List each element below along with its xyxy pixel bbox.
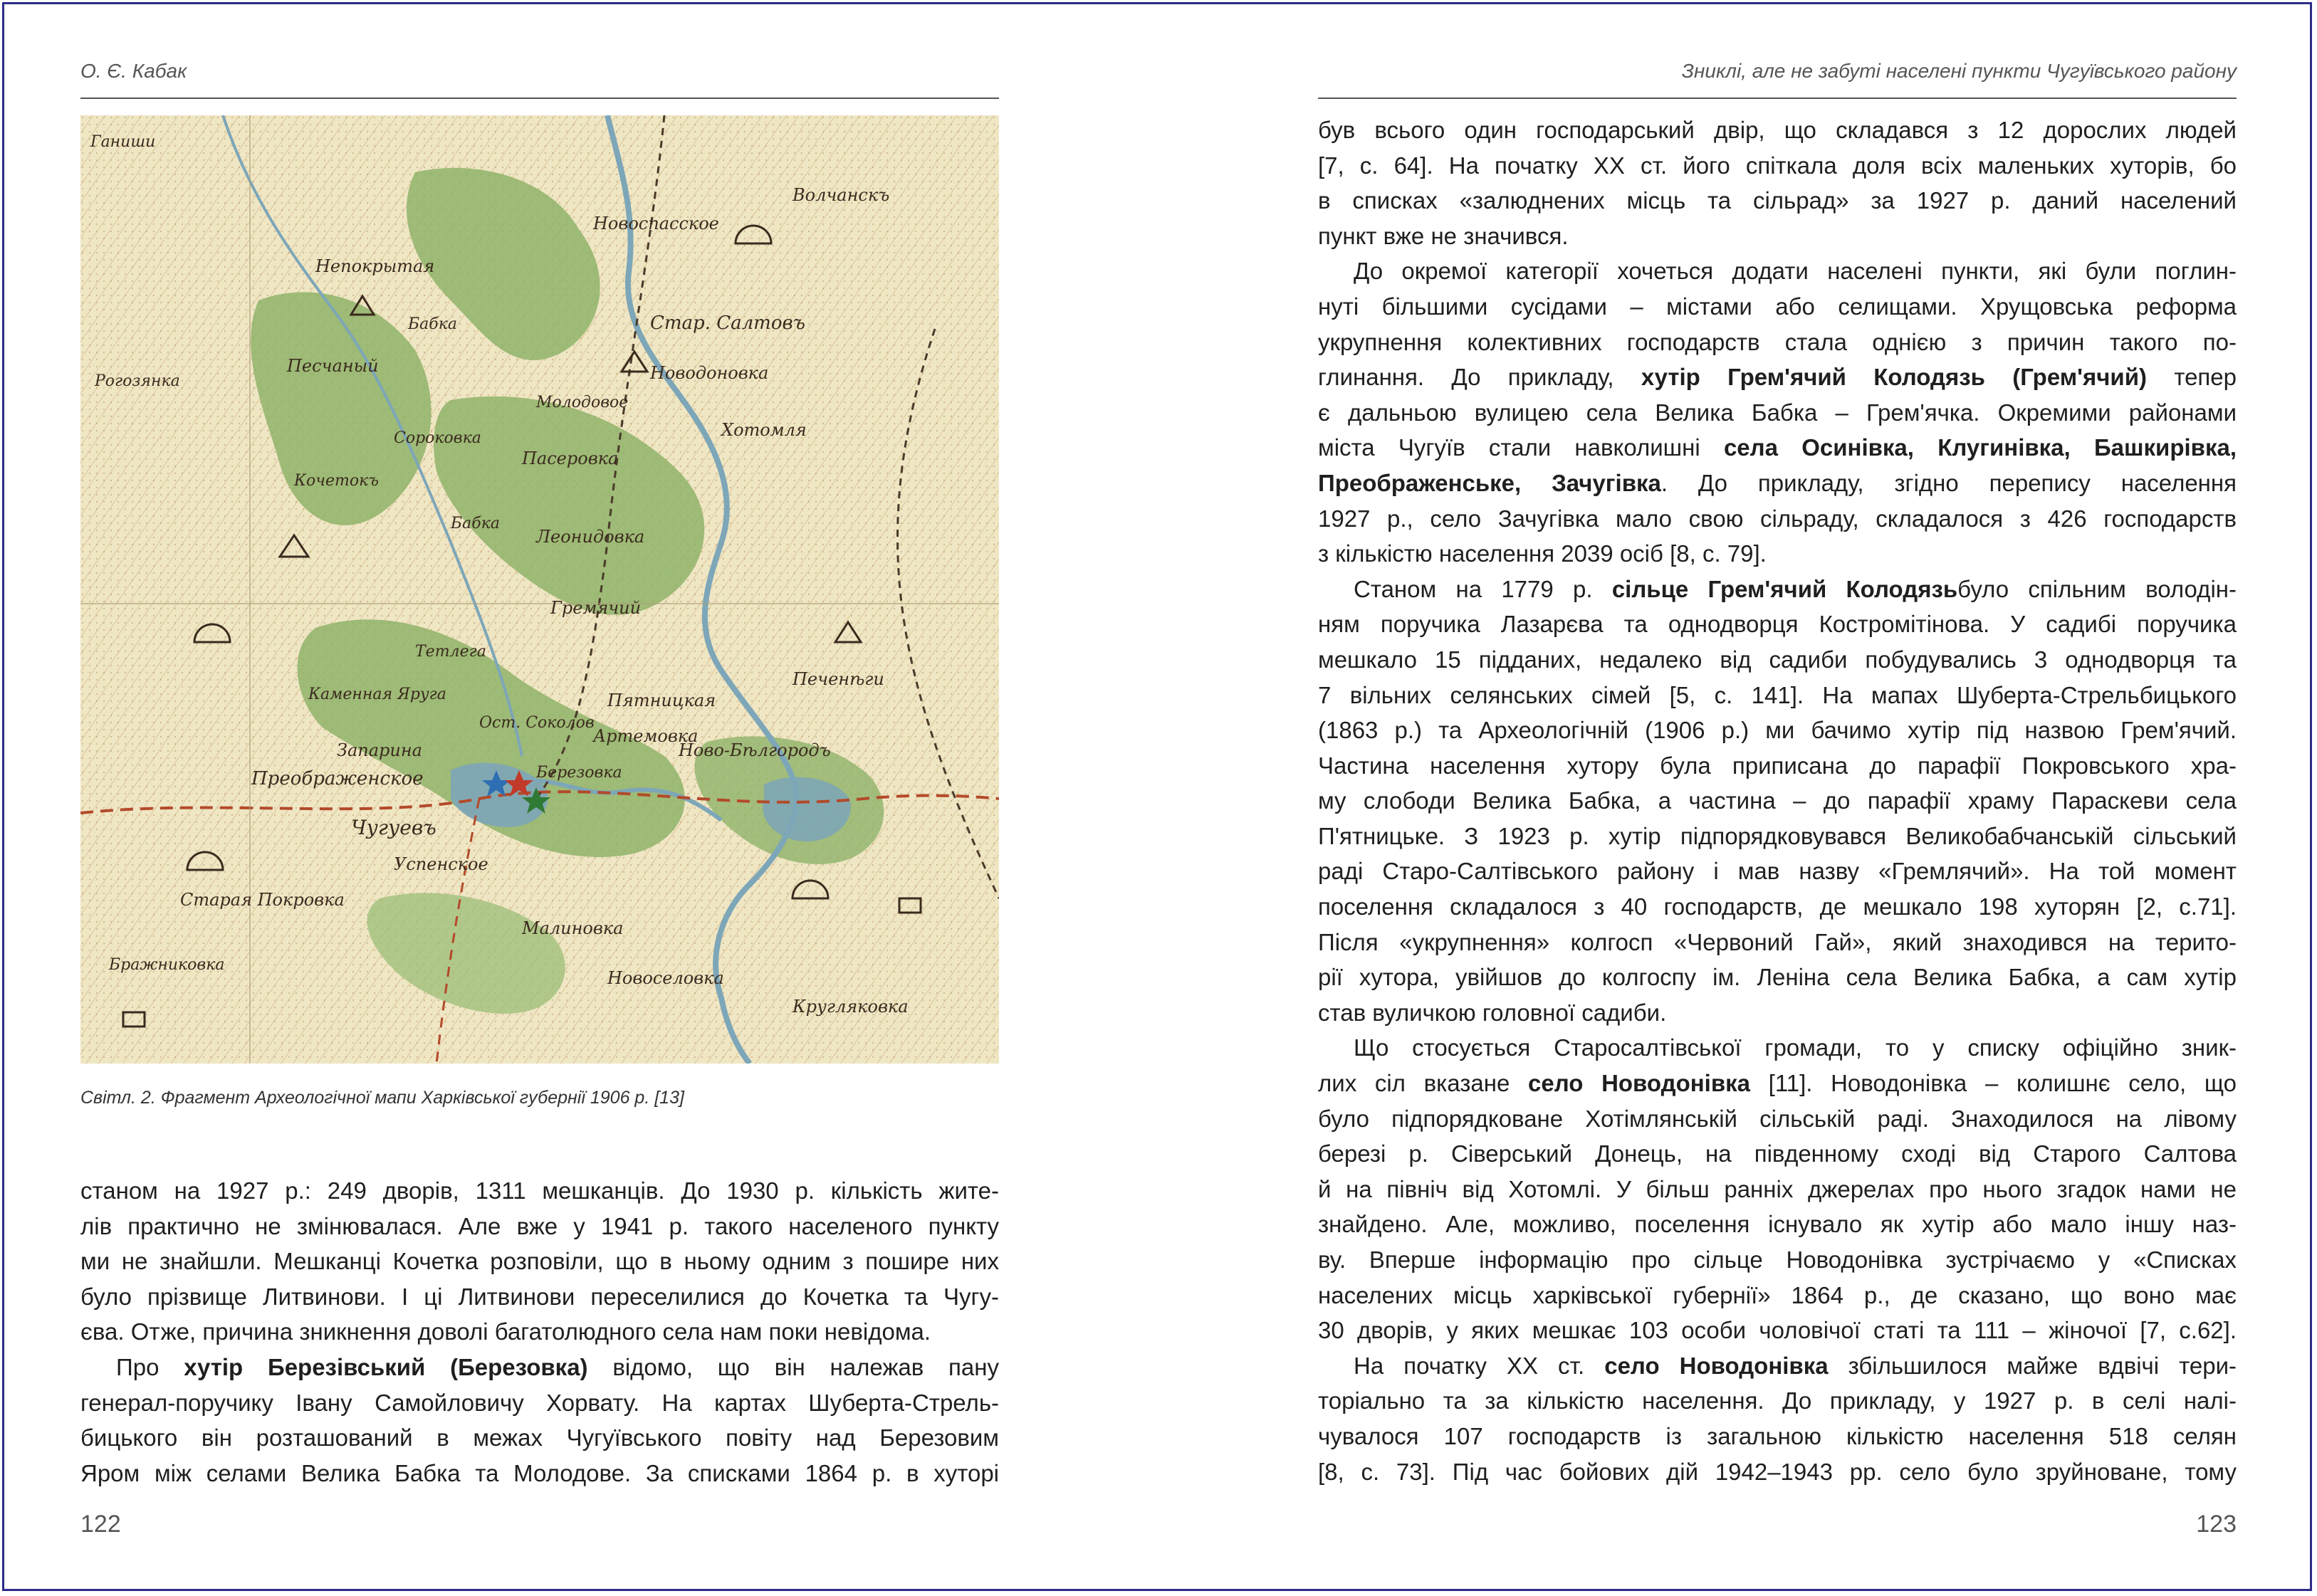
line-text: На початку ХХ ст. [1354, 1352, 1605, 1379]
body-line: єва. Отже, причина зникнення доволі багатолюдного села нам поки невідома. [80, 1318, 931, 1345]
body-line: в списках «залюднених місць та сільрад» за 1927 р. даний населений [1318, 187, 2237, 214]
body-line: генерал-поручику Івану Самойловичу Хорвату. На картах Шуберта-Стрель- [80, 1389, 999, 1416]
map-label-l6: Пасеровка [522, 448, 619, 468]
map-label-l16: Бабка [451, 515, 500, 532]
line-bold-text: села Осинівка, Клугинівка, Башкирівка, [1723, 434, 2237, 461]
left-running-head: О. Є. Кабак [80, 60, 187, 82]
map-label-l12: Стар. Салтовъ [650, 313, 805, 334]
body-line: Частина населення хутору була приписана до парафії Покровського хра- [1318, 752, 2237, 779]
map-label-l2: Непокрытая [315, 256, 435, 276]
line-text: . До прикладу, згідно перепису населення [1660, 469, 2237, 496]
map-label-l15: Молодовое [536, 394, 629, 411]
map-label-l27: Бражниковка [109, 956, 225, 974]
body-line: став вуличкою головної садиби. [1318, 999, 1667, 1026]
line-bold-text: хутір Грем'ячий Колодязь (Грем'ячий) [1641, 364, 2147, 391]
line-text: міста Чугуїв стали навколишні [1318, 434, 1724, 461]
body-line: [7, с. 64]. На початку ХХ ст. його спіткала доля всіх маленьких хуторів, бо [1318, 152, 2237, 179]
right-page [1158, 0, 2317, 1596]
body-line: чувалося 107 господарств із загальною кількістю населення 518 селян [1318, 1422, 2237, 1449]
body-line: рії хутора, увійшов до колгоспу ім. Леніна села Велика Бабка, а сам хутір [1318, 964, 2237, 991]
body-line [1318, 572, 2237, 607]
map-label-l4: Сороковка [394, 429, 481, 447]
left-page [0, 0, 1158, 1596]
map-label-l28: Рогозянка [95, 372, 180, 390]
map-label-l13: Новодоновка [650, 363, 769, 383]
map-label-l3: Песчаный [287, 356, 379, 376]
map-label-l20: Малиновка [522, 918, 624, 938]
body-line: було підпорядковане Хотімлянській сільській раді. Знаходилося на лівому [1318, 1105, 2237, 1132]
body-line [1318, 466, 2237, 501]
map-label-l1: Ганиши [90, 133, 156, 151]
map-label-l10: Запарина [337, 740, 422, 760]
right-page-number: 123 [2196, 1511, 2237, 1538]
body-line: знайдено. Але, можливо, поселення існувало як хутір або мало іншу наз- [1318, 1211, 2237, 1238]
map-label-l5: Кочетокъ [294, 472, 379, 490]
body-line: Яром між селами Велика Бабка та Молодове. За списками 1864 р. в хуторі [80, 1459, 999, 1486]
body-line: 30 дворів, у яких мешкає 103 особи чоловічої статі та 111 – жіночої [7, с.62]. [1318, 1317, 2237, 1344]
body-line [1318, 430, 2237, 466]
map-label-l9: Пятницкая [607, 691, 716, 710]
body-line: торіально та за кількістю населення. До прикладу, у 1927 р. в селі налі- [1318, 1387, 2237, 1414]
body-line: березі р. Сіверський Донець, на південному сході від Старого Салтова [1318, 1140, 2237, 1167]
line-text: відомо, що він належав пану [587, 1353, 1000, 1380]
map-label-l29: Кругляковка [793, 997, 909, 1017]
map-label-l21: Каменная Яруга [308, 686, 446, 703]
body-line: пункт вже не значився. [1318, 222, 1569, 249]
body-line: був всього один господарський двір, що складався з 12 дорослих людей [1318, 117, 2237, 143]
line-text: лих сіл вказане [1318, 1070, 1529, 1097]
body-line [1318, 1066, 2237, 1101]
body-line: 1927 р., село Зачугівка мало свою сільраду, складалося з 426 господарств [1318, 505, 2237, 532]
body-line: 7 вільних селянських сімей [5, с. 141]. На мапах Шуберта-Стрельбицького [1318, 681, 2237, 708]
line-text: збільшилося майже вдвічі тери- [1828, 1352, 2237, 1379]
body-line: лів практично не змінювалася. Але вже у 1941 р. такого населеного пункту [80, 1212, 999, 1239]
body-line: [8, с. 73]. Під час бойових дій 1942–1943 рр. село було зруйноване, тому [1318, 1458, 2237, 1485]
body-line: поселення складалося з 40 господарств, де мешкало 198 хуторян [2, с.71]. [1318, 893, 2237, 920]
map-label-l32: Новоселовка [607, 968, 724, 988]
body-line: (1863 р.) та Археологічній (1906 р.) ми бачимо хутір під назвою Грем'ячий. [1318, 717, 2237, 744]
line-text: було спільним володін- [1957, 575, 2237, 602]
body-line: бицького він розташований в межах Чугуївського повіту над Березовим [80, 1424, 999, 1451]
map-label-l8: Гремячий [550, 598, 642, 618]
body-line: було прізвище Литвинови. І ці Литвинови переселилися до Кочетка та Чугу- [80, 1283, 999, 1310]
body-line: Після «укрупнення» колгосп «Червоний Гай», який знаходився на терито- [1318, 928, 2237, 955]
map-label-l30: Старая Покровка [180, 890, 345, 910]
map-label-l7: Леонидовка [536, 527, 645, 547]
map-label-l18: Преображенское [251, 768, 424, 789]
map-label-l26: Волчанскъ [793, 185, 890, 205]
map-label-l19: Успенское [394, 854, 488, 874]
map-label-l23: Артемовка [593, 726, 699, 746]
right-header-rule [1318, 98, 2237, 99]
map-label-l33: Ост. Соколов [479, 714, 595, 732]
body-line: мешкало 15 підданих, недалеко від садиби побудувались 3 однодворця та [1318, 646, 2237, 673]
line-bold-text: село Новодонівка [1604, 1352, 1829, 1379]
line-text: глинання. До прикладу, [1318, 364, 1641, 391]
archaeological-map [80, 115, 999, 1064]
map-label-l24: Ново-Бѣлгородъ [679, 740, 831, 760]
line-bold-text: село Новодонівка [1528, 1070, 1750, 1097]
body-line: раді Старо-Салтівського району і мав назву «Гремлячий». На той момент [1318, 858, 2237, 885]
body-line: П'ятницьке. З 1923 р. хутір підпорядковувався Великобабчанській сільський [1318, 822, 2237, 849]
body-line [1318, 359, 2237, 395]
map-label-l25: Тетлега [415, 643, 486, 661]
line-text: [11]. Новодонівка – колишнє село, що [1750, 1070, 2237, 1097]
body-line: ням поручика Лазарєва та однодворця Костромітінова. У садибі поручика [1318, 611, 2237, 638]
map-caption: Світл. 2. Фрагмент Археологічної мапи Харківської губернії 1906 р. [13] [80, 1088, 684, 1108]
body-line [80, 1350, 999, 1385]
body-line: До окремої категорії хочеться додати населені пункти, які були поглин- [1354, 258, 2237, 285]
line-bold-text: сільце Грем'ячий Колодязь [1611, 575, 1958, 602]
map-label-l31: Печенѣги [793, 669, 884, 689]
body-line: нуті більшими сусідами – містами або селищами. Хрущовська реформа [1318, 293, 2237, 320]
right-body-text [1318, 112, 2237, 1489]
body-line: ву. Вперше інформацію про сільце Новодонівка зустрічаємо у «Списках [1318, 1246, 2237, 1273]
left-page-number: 122 [80, 1511, 121, 1538]
map-svg [80, 115, 999, 1064]
line-bold-text: Преображенське, Зачугівка [1318, 469, 1661, 496]
line-bold-text: хутір Березівський (Березовка) [184, 1353, 588, 1380]
left-body-text [80, 1173, 999, 1491]
body-line: станом на 1927 р.: 249 дворів, 1311 мешканців. До 1930 р. кількість жите- [80, 1177, 999, 1204]
body-line: є дальньою вулицею села Велика Бабка – Грем'ячка. Окремими районами [1318, 399, 2237, 426]
body-line: укрупнення колективних господарств стала однією з причин такого по- [1318, 328, 2237, 355]
left-header-rule [80, 98, 999, 99]
right-running-head: Зниклі, але не забуті населені пункти Чугуївського району [1681, 60, 2237, 82]
map-label-l17: Чугуевъ [351, 816, 436, 839]
line-text: Про [116, 1353, 184, 1380]
body-line: з кількістю населення 2039 осіб [8, с. 79]. [1318, 540, 1767, 567]
map-label-l34: Бабка [408, 315, 457, 333]
map-label-l14: Хотомля [721, 420, 807, 440]
body-line: му слободи Велика Бабка, а частина – до парафії храму Параскеви села [1318, 787, 2237, 814]
body-line: ми не знайшли. Мешканці Кочетка розповіли, що в ньому одним з пошире них [80, 1248, 999, 1275]
map-label-l22: Березовка [536, 764, 622, 782]
body-line: й на північ від Хотомлі. У більш ранніх джерелах про нього згадок нами не [1318, 1175, 2237, 1202]
line-text: Станом на 1779 р. [1354, 575, 1612, 602]
body-line: Що стосується Старосалтівської громади, то у списку офіційно зник- [1354, 1034, 2237, 1061]
body-line [1318, 1348, 2237, 1384]
map-label-l11: Новоспасское [593, 214, 719, 233]
line-text: тепер [2147, 364, 2237, 391]
body-line: населених місць харківської губернії» 1864 р., де сказано, що воно має [1318, 1281, 2237, 1308]
